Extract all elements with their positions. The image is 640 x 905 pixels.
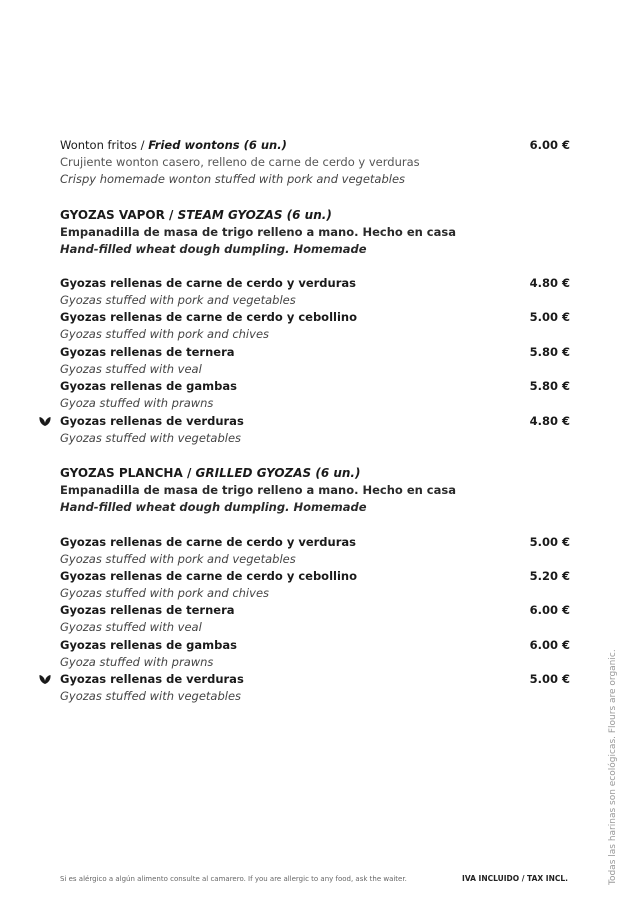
item-description-en: Gyozas stuffed with pork and chives (60, 586, 270, 600)
item-price: 5.00 € (529, 310, 570, 324)
item-description-es: Crujiente wonton casero, relleno de carne de cerdo y verduras (60, 155, 420, 169)
organic-flour-note: Todas las harinas son ecológicas. Flours are organic. (608, 649, 618, 885)
section-description-es: Empanadilla de masa de trigo relleno a mano. Hecho en casa (60, 483, 456, 497)
item-price: 4.80 € (529, 276, 570, 290)
item-name: Gyozas rellenas de gambas (60, 638, 237, 652)
section-title-es: GYOZAS VAPOR / (60, 208, 178, 222)
menu-item (60, 344, 570, 378)
item-price: 6.00 € (529, 603, 570, 617)
menu-item (60, 671, 570, 705)
item-description-en: Gyozas stuffed with vegetables (60, 431, 242, 445)
item-price: 5.00 € (529, 535, 570, 549)
item-price: 6.00 € (529, 138, 570, 152)
menu-item (60, 275, 570, 309)
section-description-es: Empanadilla de masa de trigo relleno a mano. Hecho en casa (60, 225, 456, 239)
item-name: Gyozas rellenas de gambas (60, 379, 237, 393)
item-name: Gyozas rellenas de verduras (60, 414, 244, 428)
section-title-en: STEAM GYOZAS (6 un.) (177, 208, 332, 222)
item-name: Gyozas rellenas de ternera (60, 603, 235, 617)
item-description-en: Gyozas stuffed with veal (60, 620, 202, 634)
section-title (60, 464, 570, 482)
menu-item (60, 413, 570, 447)
item-name-en: Fried wontons (6 un.) (148, 138, 287, 152)
menu-item (60, 637, 570, 671)
item-price: 5.80 € (529, 345, 570, 359)
item-name: Gyozas rellenas de ternera (60, 345, 235, 359)
item-price: 4.80 € (529, 414, 570, 428)
item-price: 5.20 € (529, 569, 570, 583)
section-grilled-gyozas (60, 464, 570, 516)
menu-item (60, 378, 570, 412)
menu-item (60, 602, 570, 636)
menu-item (60, 309, 570, 343)
item-description-en: Gyozas stuffed with vegetables (60, 689, 242, 703)
section-steam-gyozas (60, 206, 570, 258)
item-price: 5.80 € (529, 379, 570, 393)
item-price: 5.00 € (529, 672, 570, 686)
item-name: Gyozas rellenas de carne de cerdo y verduras (60, 276, 356, 290)
item-description-en: Gyozas stuffed with pork and vegetables (60, 552, 296, 566)
item-description-en: Crispy homemade wonton stuffed with pork and vegetables (60, 172, 406, 186)
menu-item-wonton (60, 137, 570, 188)
item-name: Gyozas rellenas de carne de cerdo y cebollino (60, 310, 357, 324)
item-description-en: Gyozas stuffed with veal (60, 362, 202, 376)
menu-item (60, 534, 570, 568)
section-description-en: Hand-filled wheat dough dumpling. Homemade (60, 242, 367, 256)
item-price: 6.00 € (529, 638, 570, 652)
item-name: Gyozas rellenas de carne de cerdo y cebollino (60, 569, 357, 583)
item-description-en: Gyoza stuffed with prawns (60, 655, 214, 669)
section-title (60, 206, 570, 224)
item-name: Gyozas rellenas de carne de cerdo y verduras (60, 535, 356, 549)
item-name-es: Wonton fritos / (60, 138, 149, 152)
item-description-en: Gyozas stuffed with pork and chives (60, 327, 270, 341)
allergy-note: Si es alérgico a algún alimento consulte al camarero. If you are allergic to any food, ask the waiter. (60, 875, 407, 883)
section-title-es: GYOZAS PLANCHA / (60, 466, 196, 480)
item-description-en: Gyoza stuffed with prawns (60, 396, 214, 410)
item-description-en: Gyozas stuffed with pork and vegetables (60, 293, 296, 307)
section-title-en: GRILLED GYOZAS (6 un.) (195, 466, 361, 480)
vegan-leaf-icon (39, 416, 51, 427)
item-name: Gyozas rellenas de verduras (60, 672, 244, 686)
item-name (60, 137, 570, 154)
section-description-en: Hand-filled wheat dough dumpling. Homemade (60, 500, 367, 514)
menu-item (60, 568, 570, 602)
tax-note: IVA INCLUIDO / TAX INCL. (462, 874, 568, 883)
vegan-leaf-icon (39, 674, 51, 685)
